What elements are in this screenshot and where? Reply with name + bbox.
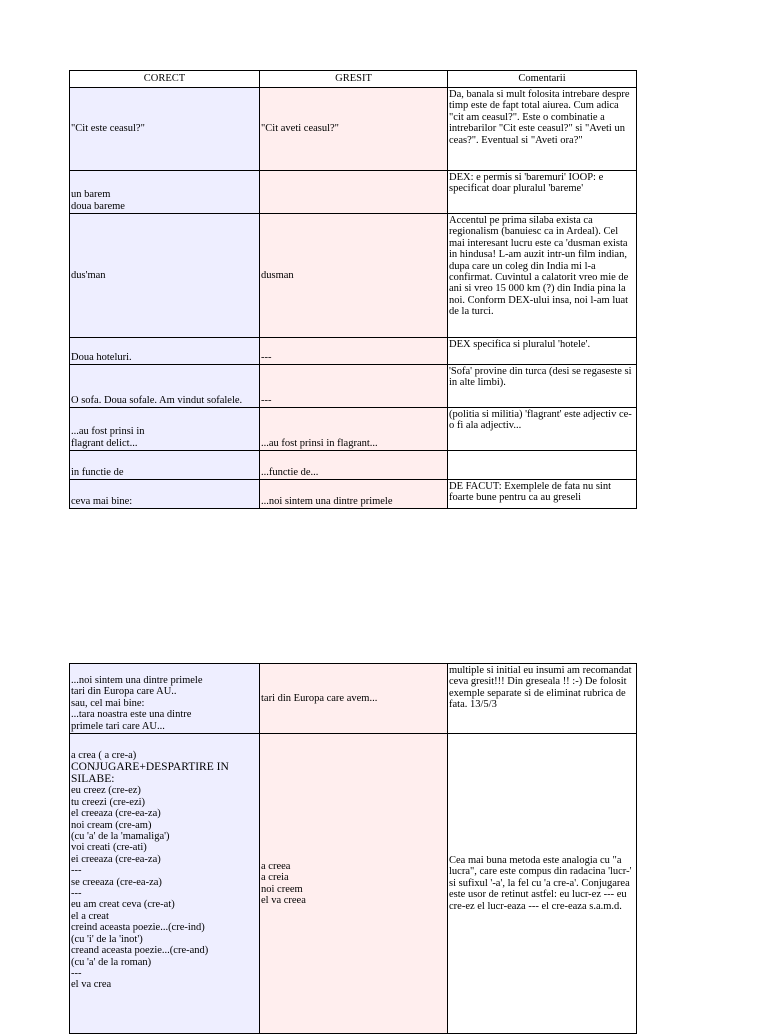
cell-gresit[interactable]: --- <box>260 365 448 408</box>
cell-comentarii[interactable]: multiple si initial eu insumi am recomandat ceva gresit!!! Din greseala !! :-) De folosit exemple separate si de eliminat rubrica de fata. 13/5/3 <box>448 664 637 734</box>
table-row <box>70 408 637 451</box>
cell-corect[interactable]: in functie de <box>70 451 260 480</box>
cell-comentarii[interactable]: Accentul pe prima silaba exista ca regionalism (banuiesc ca in Ardeal). Cel mai interesant lucru este ca 'dusman exista in hindusa! L-am auzit intr-un film indian, dupa care un coleg din India mi l-a confirmat. Cuvintul a calatorit vreo mie de ani si vreo 15 000 km (?) din India pina la noi. Conform DEX-ului insa, noi l-am luat de la turci. <box>448 214 637 338</box>
table-row <box>70 734 637 1034</box>
cell-comentarii[interactable]: Da, banala si mult folosita intrebare despre timp este de fapt total aiurea. Cum adica "cit am ceasul?". Este o combinatie a intrebarilor "Cit este ceasul?" si "Aveti un ceas?". Eventual si "Aveti ora?" <box>448 88 637 171</box>
conjugation-list: eu creez (cre-ez) tu creezi (cre-ezi) el creeaza (cre-ea-za) noi cream (cre-am) (cu 'a' de la 'mamaliga') voi creati (cre-ati) ei creeaza (cre-ea-za) --- se creeaza (cre-ea-za) --- eu am creat ceva (cre-at) el a creat creind aceasta poezie...(cre-ind) (cu 'i' de la 'inot') creand aceasta poezie...(cre-and) (cu 'a' de la roman) --- el va crea <box>71 785 209 991</box>
table-row <box>70 664 637 734</box>
table-row <box>70 480 637 509</box>
cell-corect[interactable]: ...au fost prinsi in flagrant delict... <box>70 408 260 451</box>
cell-corect[interactable]: un barem doua bareme <box>70 171 260 214</box>
table-row <box>70 171 637 214</box>
header-gresit[interactable]: GRESIT <box>260 71 448 88</box>
cell-gresit[interactable]: ...functie de... <box>260 451 448 480</box>
cell-gresit[interactable]: tari din Europa care avem... <box>260 664 448 734</box>
cell-gresit[interactable] <box>260 171 448 214</box>
cell-gresit[interactable]: a creea a creia noi creem el va creea <box>260 734 448 1034</box>
header-comentarii[interactable]: Comentarii <box>448 71 637 88</box>
cell-comentarii[interactable]: (politia si militia) 'flagrant' este adjectiv ce-o fi ala adjectiv... <box>448 408 637 451</box>
cell-corect[interactable] <box>70 734 260 1034</box>
cell-corect[interactable]: "Cit este ceasul?" <box>70 88 260 171</box>
cell-corect[interactable]: ...noi sintem una dintre primele tari din Europa care AU.. sau, cel mai bine: ...tara noastra este una dintre primele tari care AU... <box>70 664 260 734</box>
conjugation-verb: a crea ( a cre-a) <box>71 750 137 761</box>
header-corect[interactable]: CORECT <box>70 71 260 88</box>
spreadsheet-table-top <box>69 70 637 509</box>
cell-comentarii[interactable]: DEX specifica si pluralul 'hotele'. <box>448 338 637 365</box>
cell-corect[interactable]: dus'man <box>70 214 260 338</box>
cell-gresit[interactable]: ...noi sintem una dintre primele <box>260 480 448 509</box>
cell-comentarii[interactable]: DE FACUT: Exemplele de fata nu sint foarte bune pentru ca au greseli <box>448 480 637 509</box>
cell-corect[interactable]: Doua hoteluri. <box>70 338 260 365</box>
cell-comentarii[interactable]: 'Sofa' provine din turca (desi se regaseste si in alte limbi). <box>448 365 637 408</box>
cell-comentarii[interactable]: DEX: e permis si 'baremuri' IOOP: e specificat doar pluralul 'bareme' <box>448 171 637 214</box>
cell-gresit[interactable]: "Cit aveti ceasul?" <box>260 88 448 171</box>
table-row <box>70 365 637 408</box>
cell-gresit[interactable]: dusman <box>260 214 448 338</box>
table-row <box>70 338 637 365</box>
cell-gresit[interactable]: --- <box>260 338 448 365</box>
cell-corect[interactable]: ceva mai bine: <box>70 480 260 509</box>
header-row <box>70 71 637 88</box>
table-row <box>70 451 637 480</box>
conjugation-title: CONJUGARE+DESPARTIRE IN SILABE: <box>71 761 232 786</box>
cell-corect[interactable]: O sofa. Doua sofale. Am vindut sofalele. <box>70 365 260 408</box>
table-row <box>70 88 637 171</box>
table-row <box>70 214 637 338</box>
spreadsheet-table-bottom <box>69 663 637 1034</box>
cell-gresit[interactable]: ...au fost prinsi in flagrant... <box>260 408 448 451</box>
cell-comentarii[interactable]: Cea mai buna metoda este analogia cu "a lucra", care este compus din radacina 'lucr-' si sufixul '-a', la fel cu 'a cre-a'. Conjugarea este usor de retinut astfel: eu lucr-ez --- eu cre-ez el lucr-eaza --- el cre-eaza s.a.m.d. <box>448 734 637 1034</box>
cell-comentarii[interactable] <box>448 451 637 480</box>
